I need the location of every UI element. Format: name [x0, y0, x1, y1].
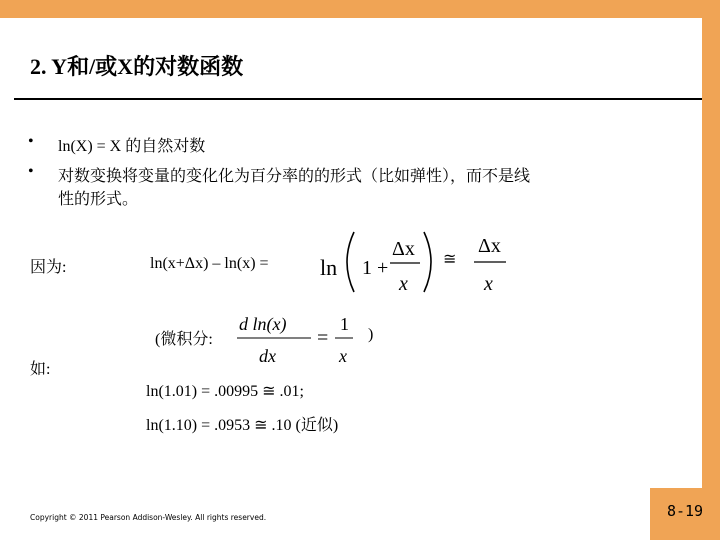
- bullet-item: [28, 163, 530, 186]
- because-label: 因为:: [30, 259, 67, 276]
- x-rhs-denominator: x: [339, 346, 347, 366]
- slide-title: 2. Y和/或X的对数函数: [30, 54, 244, 79]
- copyright-footer: Copyright © 2011 Pearson Addison-Wesley. All rights reserved.: [30, 513, 267, 522]
- calculus-label: (微积分:: [155, 331, 213, 348]
- bullet-dot: •: [28, 133, 34, 150]
- bullet-text: ln(X) = X 的自然对数: [58, 138, 206, 155]
- example-label: 如:: [30, 361, 51, 378]
- log-difference-expression: ln(x+Δx) – ln(x) =: [150, 255, 269, 272]
- page-number-box: [650, 488, 720, 540]
- equals-sign: =: [317, 327, 329, 349]
- one-plus: 1 +: [362, 257, 389, 279]
- bullet-text-continuation: 性的形式。: [58, 191, 139, 208]
- bullet-text: 对数变换将变量的变化化为百分率的的形式（比如弹性），而不是线: [58, 168, 531, 185]
- right-frame-bar: [702, 0, 720, 540]
- x-denominator: x: [399, 273, 408, 295]
- left-paren: [347, 232, 354, 292]
- one-numerator: 1: [340, 314, 349, 334]
- right-paren: [424, 232, 431, 292]
- ln-symbol: ln: [320, 255, 338, 280]
- derivative-numerator: d ln(x): [239, 314, 287, 334]
- log-approximation-formula: [310, 222, 520, 302]
- example-line: ln(1.10) = .0953 ≅ .10 (近似): [146, 417, 339, 434]
- page-number: 8-19: [666, 502, 704, 520]
- approx-denominator: x: [484, 273, 493, 295]
- delta-x-numerator: Δx: [392, 238, 415, 260]
- top-frame-bar: [0, 0, 720, 18]
- bullet-dot: •: [28, 163, 34, 180]
- derivative-denominator: dx: [259, 346, 276, 366]
- title-divider: [14, 98, 702, 100]
- calculus-close-paren: ): [368, 326, 374, 343]
- approx-numerator: Δx: [478, 235, 501, 257]
- bullet-item: [28, 133, 205, 156]
- approx-symbol: ≅: [443, 251, 457, 268]
- example-line: ln(1.01) = .00995 ≅ .01;: [146, 383, 304, 400]
- derivative-formula: [235, 308, 365, 370]
